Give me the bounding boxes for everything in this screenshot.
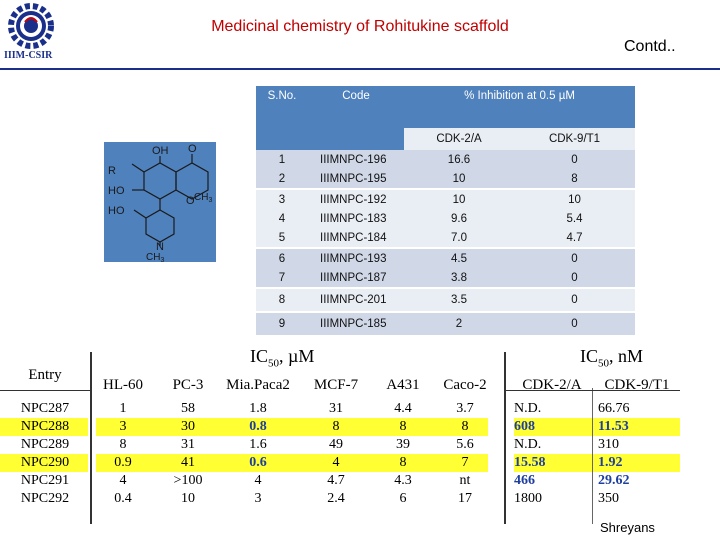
label-n: N (156, 241, 164, 253)
ic50-um-header: $IC_{50}$, µM (250, 346, 315, 370)
value-cell: 11.53 (598, 419, 629, 434)
table-cell: IIIMNPC-183 (308, 209, 404, 228)
value-cell: 7 (461, 455, 469, 470)
value-cell: 608 (514, 419, 535, 434)
table-cell: IIIMNPC-185 (308, 312, 404, 335)
value-cell: 31 (181, 437, 195, 452)
value-cell: 0.8 (249, 419, 267, 434)
entry-cell: NPC289 (20, 437, 70, 452)
value-cell: 10 (181, 491, 195, 506)
value-cell: 1 (119, 401, 127, 416)
value-cell: 8 (332, 419, 340, 434)
value-cell: 8 (399, 419, 407, 434)
row-divider (0, 390, 90, 391)
column-divider (504, 352, 506, 524)
header-mcf7: MCF-7 (313, 377, 359, 393)
entry-cell: NPC288 (20, 419, 70, 434)
value-cell: 6 (399, 491, 407, 506)
table-cell: 4 (256, 209, 308, 228)
contd-label: Contd.. (624, 38, 676, 55)
value-cell: 310 (598, 437, 619, 452)
table-cell: 6 (256, 248, 308, 268)
table-cell: 10 (404, 189, 514, 209)
value-cell: 29.62 (598, 473, 630, 488)
value-cell: 1.8 (249, 401, 267, 416)
header-cdk2-nm: CDK-2/A (522, 377, 582, 393)
header-blank-2 (308, 128, 404, 150)
table-cell: 0 (514, 248, 635, 268)
value-cell: N.D. (514, 437, 542, 452)
value-cell: 15.58 (514, 455, 546, 470)
table-cell: IIIMNPC-201 (308, 288, 404, 312)
table-cell: 10 (404, 169, 514, 189)
value-cell: 3 (119, 419, 127, 434)
value-cell: 4 (119, 473, 127, 488)
value-cell: 66.76 (598, 401, 630, 416)
value-cell: 8 (461, 419, 469, 434)
author-label: Shreyans (600, 520, 655, 535)
value-cell: 5.6 (456, 437, 474, 452)
entry-cell: NPC292 (20, 491, 70, 506)
table-cell: 3.8 (404, 268, 514, 288)
value-cell: 4.3 (394, 473, 412, 488)
value-cell: 4 (332, 455, 340, 470)
value-cell: >100 (173, 473, 203, 488)
rohitukine-structure (104, 142, 216, 262)
value-cell: 0.4 (114, 491, 132, 506)
value-cell: 3 (254, 491, 262, 506)
table-cell: 0 (514, 312, 635, 335)
header-inhibition: % Inhibition at 0.5 µM (404, 86, 635, 128)
header-hl60: HL-60 (103, 377, 143, 393)
table-cell: 2 (404, 312, 514, 335)
value-cell: 58 (181, 401, 195, 416)
label-o-ring: O (186, 195, 195, 207)
column-divider (90, 352, 92, 524)
entry-cell: NPC291 (20, 473, 70, 488)
header-code: Code (308, 86, 404, 128)
table-cell: IIIMNPC-192 (308, 189, 404, 209)
header-a431: A431 (386, 377, 420, 393)
table-cell: IIIMNPC-193 (308, 248, 404, 268)
table-cell: 3 (256, 189, 308, 209)
table-cell: 7.0 (404, 228, 514, 248)
value-cell: N.D. (514, 401, 542, 416)
label-oh: OH (152, 145, 169, 157)
table-cell: 4.5 (404, 248, 514, 268)
table-cell: 4.7 (514, 228, 635, 248)
value-cell: 466 (514, 473, 535, 488)
table-cell: 8 (256, 288, 308, 312)
value-cell: 0.9 (114, 455, 132, 470)
value-cell: 8 (399, 455, 407, 470)
entry-cell: NPC290 (20, 455, 70, 470)
table-cell: IIIMNPC-187 (308, 268, 404, 288)
structure-drawing (104, 142, 216, 262)
table-cell: 9 (256, 312, 308, 335)
header-divider (0, 68, 720, 70)
table-cell: IIIMNPC-195 (308, 169, 404, 189)
value-cell: 1800 (514, 491, 542, 506)
value-cell: 2.4 (327, 491, 345, 506)
inhibition-table (256, 86, 635, 335)
value-cell: 1.92 (598, 455, 623, 470)
table-cell: 3.5 (404, 288, 514, 312)
header-miapaca2: Mia.Paca2 (226, 377, 290, 393)
value-cell: 31 (329, 401, 343, 416)
label-ch3-bottom: $CH_3$ (146, 252, 165, 262)
value-cell: 8 (119, 437, 127, 452)
header-cdk9-nm: CDK-9/T1 (604, 377, 670, 393)
label-ch3-right: $CH_3$ (194, 192, 213, 204)
header-cdk2: CDK-2/A (404, 128, 514, 150)
header-blank-1 (256, 128, 308, 150)
value-cell: 3.7 (456, 401, 474, 416)
value-cell: 4 (254, 473, 262, 488)
table-cell: 16.6 (404, 150, 514, 169)
table-cell: 0 (514, 268, 635, 288)
table-cell: 7 (256, 268, 308, 288)
value-cell: 4.4 (394, 401, 412, 416)
label-r: R (108, 165, 116, 177)
slide-title: Medicinal chemistry of Rohitukine scaffold (211, 18, 509, 35)
value-cell: 4.7 (327, 473, 345, 488)
table-cell: 9.6 (404, 209, 514, 228)
value-cell: 1.6 (249, 437, 267, 452)
table-cell: 10 (514, 189, 635, 209)
header-sno: S.No. (256, 86, 308, 128)
header-pc3: PC-3 (172, 377, 204, 393)
table-cell: 1 (256, 150, 308, 169)
header-entry: Entry (28, 367, 62, 383)
table-cell: IIIMNPC-196 (308, 150, 404, 169)
value-cell: nt (459, 473, 471, 488)
value-cell: 350 (598, 491, 619, 506)
value-cell: 17 (458, 491, 472, 506)
table-cell: 0 (514, 288, 635, 312)
value-cell: 49 (329, 437, 343, 452)
value-cell: 39 (396, 437, 410, 452)
logo-label: IIIM-CSIR (4, 50, 53, 61)
value-cell: 0.6 (249, 455, 267, 470)
label-ho-2: HO (108, 205, 125, 217)
entry-cell: NPC287 (20, 401, 70, 416)
header-caco2: Caco-2 (443, 377, 487, 393)
ic50-nm-header: $IC_{50}$, nM (580, 346, 644, 370)
table-cell: 8 (514, 169, 635, 189)
table-cell: 5.4 (514, 209, 635, 228)
table-cell: 2 (256, 169, 308, 189)
header-cdk9: CDK-9/T1 (514, 128, 635, 150)
label-o-top: O (188, 143, 197, 155)
table-cell: 0 (514, 150, 635, 169)
value-cell: 41 (181, 455, 195, 470)
table-cell: 5 (256, 228, 308, 248)
table-cell: IIIMNPC-184 (308, 228, 404, 248)
value-cell: 30 (181, 419, 195, 434)
label-ho-1: HO (108, 185, 125, 197)
